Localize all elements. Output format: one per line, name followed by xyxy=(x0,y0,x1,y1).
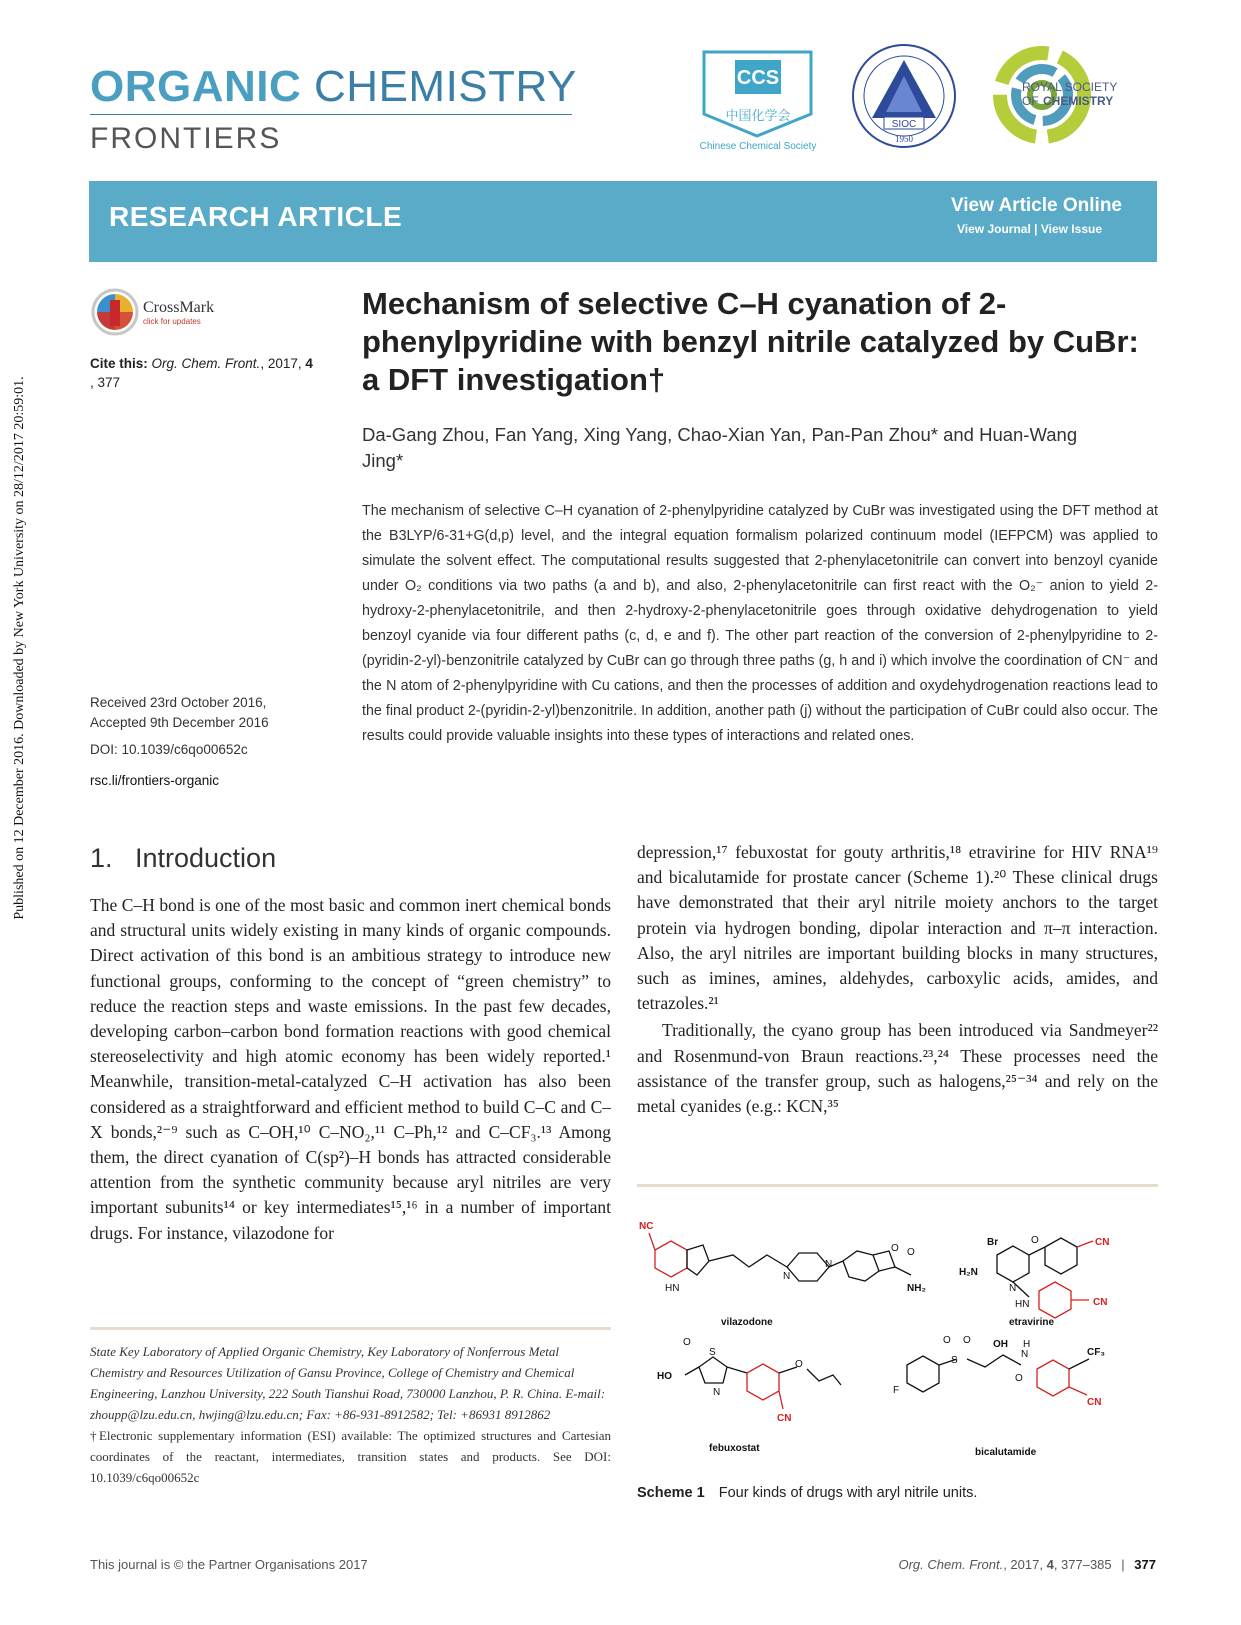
bicalutamide-structure xyxy=(907,1355,1089,1396)
scheme-1-figure xyxy=(637,1195,1158,1480)
febuxostat-isobutyl xyxy=(807,1369,841,1385)
cite-prefix: Cite this: xyxy=(90,356,148,371)
febuxostat-o-label: O xyxy=(795,1359,803,1370)
intro-paragraph-2: Traditionally, the cyano group has been introduced via Sandmeyer²² and Rosenmund-von Braun reactions.²³,²⁴ These processes need the assistance of the transfer group, such as halogens,²⁵⁻³⁴ and rely on the metal cyanides (e.g.: KCN,³⁵ xyxy=(637,1020,1158,1117)
article-banner xyxy=(89,181,1157,262)
bicalutamide-s-label: S xyxy=(951,1355,958,1366)
vilazodone-carbonyl-o-label: O xyxy=(907,1247,915,1258)
section-number: 1. xyxy=(90,843,113,873)
bicalutamide-name: bicalutamide xyxy=(975,1447,1037,1458)
scheme-caption xyxy=(637,1485,977,1501)
bicalutamide-h-label: H xyxy=(1023,1339,1031,1350)
vilazodone-nc-label: NC xyxy=(639,1221,654,1232)
article-abstract: The mechanism of selective C–H cyanation of 2-phenylpyridine catalyzed by CuBr was investigated using the DFT method at the B3LYP/6-31+G(d,p) level, and the integral equation formalism polarized continuum model (IEFPCM) was applied to simulate the solvent effect. The computational results suggested that 2-phenylacetonitrile can convert into benzoyl cyanide under O₂ conditions via two paths (a and b), and also, 2-phenylacetonitrile can first react with the O₂⁻ anion to yield 2-hydroxy-2-phenylacetonitrile, and then 2-hydroxy-2-phenylacetonitrile goes through oxidative dehydrogenation to yield benzoyl cyanide via four different paths (c, d, e and f). The other part reaction of the conversion of 2-phenylpyridine to 2-(pyridin-2-yl)-benzonitrile catalyzed by CuBr can go through three paths (g, h and i) which involve the coordination of CN⁻ and the N atom of 2-phenylpyridine with Cu cations, and then the processes of addition and oxydehydrogenation reactions lead to the final product 2-(pyridin-2-yl)benzonitrile. In addition, another path (j) without the participation of CuBr could also occur. The results could provide valuable insights into these types of interactions and related ones. xyxy=(362,503,1158,744)
etravirine-h2n-label: H₂N xyxy=(959,1267,978,1278)
bicalutamide-ring xyxy=(1037,1360,1069,1396)
etravirine-pyrimidine xyxy=(997,1246,1029,1282)
intro-column-left xyxy=(90,893,611,1246)
febuxostat-structure xyxy=(685,1357,841,1409)
intro-paragraph-continued: depression,¹⁷ febuxostat for gouty arthritis,¹⁸ etravirine for HIV RNA¹⁹ and bicalutamide for prostate cancer (Scheme 1).²⁰ These clinical drugs have demonstrated that their aryl nitrile moiety anchors to the target protein via hydrogen bonding, dipolar interaction and π–π interaction. Also, the aryl nitriles are important building blocks in many structures, such as imines, amines, aldehydes, carboxylic acids, amides, and tetrazoles.²¹ xyxy=(637,842,1158,1014)
footer-volume: 4 xyxy=(1046,1557,1054,1572)
journal-subtitle: FRONTIERS xyxy=(90,122,282,155)
febuxostat-carbonyl-o-label: O xyxy=(683,1337,691,1348)
bicalutamide-cf3-label: CF₃ xyxy=(1087,1347,1105,1358)
etravirine-o-label: O xyxy=(1031,1235,1039,1246)
cite-pages: , 377 xyxy=(90,375,121,390)
vilazodone-n1-label: N xyxy=(783,1271,791,1282)
scheme-caption-label: Scheme 1 xyxy=(637,1485,705,1501)
bicalutamide-cn-bond xyxy=(1069,1387,1087,1395)
journal-title-rule xyxy=(90,114,572,115)
etravirine-cn-top-label: CN xyxy=(1095,1237,1110,1248)
febuxostat-ring xyxy=(747,1364,779,1400)
vilazodone-o-label: O xyxy=(891,1243,899,1254)
intro-paragraph: The C–H bond is one of the most basic and common inert chemical bonds and structural units widely existing in many kinds of organic compounds. Direct activation of this bond is an ambitious strategy to introduce new functional groups, conforming to the concept of “green chemistry” to reduce the reaction steps and waste emissions. In the past few decades, developing carbon–carbon bond formation reactions with good chemical stereoselectivity and high atomic economy has been widely reported.¹ Meanwhile, transition-metal-catalyzed C–H activation has also been considered as a straightforward and efficient method to build C–C and C–X bonds,²⁻⁹ such as C–OH,¹⁰ C–NO₂,¹¹ C–Ph,¹² and C–CF₃.¹³ Among them, the direct cyanation of C(sp²)–H bonds has attracted considerable attention from the synthetic community because aryl nitriles are very important subunits¹⁴ or key intermediates¹⁵,¹⁶ in a number of important drugs. For instance, vilazodone for xyxy=(90,895,611,1243)
section-heading xyxy=(90,843,276,874)
footer-separator: | xyxy=(1121,1557,1125,1572)
vilazodone-nh2-label: NH₂ xyxy=(907,1283,926,1294)
cite-volume: 4 xyxy=(305,356,313,371)
ccs-logo xyxy=(690,38,825,153)
febuxostat-n-label: N xyxy=(713,1387,721,1398)
vilazodone-structure xyxy=(649,1233,911,1281)
rsc-logo-line2: CHEMISTRY xyxy=(1043,94,1114,108)
bicalutamide-cf3-bond xyxy=(1069,1359,1089,1369)
received-date: Received 23rd October 2016, xyxy=(90,695,267,710)
scheme-divider xyxy=(637,1184,1158,1187)
bicalutamide-n-label: N xyxy=(1021,1349,1029,1360)
banner-links xyxy=(957,222,1102,236)
intro-column-right xyxy=(637,840,1158,1119)
vilazodone-pyrrole xyxy=(687,1245,709,1275)
section-title: Introduction xyxy=(135,843,277,873)
cite-journal: Org. Chem. Front. xyxy=(151,356,261,371)
footer-year: , 2017, xyxy=(1003,1557,1047,1572)
etravirine-cn-bond-top xyxy=(1077,1241,1093,1247)
rsc-logo-line1: ROYAL SOCIETY xyxy=(1022,80,1118,94)
bicalutamide-oh-label: OH xyxy=(993,1339,1008,1350)
etravirine-hn-label: HN xyxy=(1015,1299,1030,1310)
cite-year: , 2017, xyxy=(260,356,306,371)
sioc-logo xyxy=(850,42,958,150)
footnotes xyxy=(90,1341,611,1488)
doi[interactable]: DOI: 10.1039/c6qo00652c xyxy=(90,742,248,757)
vilazodone-furan xyxy=(873,1251,895,1271)
footer-citation xyxy=(898,1557,1156,1572)
view-journal-link[interactable]: View Journal xyxy=(956,222,1031,236)
footer-pages: , 377–385 xyxy=(1053,1557,1112,1572)
rsc-logo xyxy=(990,42,1160,148)
febuxostat-cn-label: CN xyxy=(777,1413,792,1424)
scheme-caption-text: Four kinds of drugs with aryl nitrile units. xyxy=(718,1485,978,1501)
view-article-online-link[interactable]: View Article Online xyxy=(950,195,1122,216)
vilazodone-piperazine xyxy=(787,1253,829,1281)
crossmark-icon-bookmark xyxy=(110,300,120,326)
bicalutamide-cn-label: CN xyxy=(1087,1397,1102,1408)
article-type-label: RESEARCH ARTICLE xyxy=(109,201,403,232)
bicalutamide-o2-label: O xyxy=(963,1335,971,1346)
sioc-logo-year: 1950 xyxy=(895,134,913,144)
febuxostat-name: febuxostat xyxy=(709,1443,760,1454)
view-issue-link[interactable]: View Issue xyxy=(1040,222,1102,236)
febuxostat-ho-label: HO xyxy=(657,1371,672,1382)
etravirine-name: etravirine xyxy=(1009,1317,1055,1328)
vilazodone-amide-bond xyxy=(895,1267,911,1275)
journal-link[interactable]: rsc.li/frontiers-organic xyxy=(90,773,220,788)
etravirine-n-label: N xyxy=(1009,1283,1017,1294)
vilazodone-hn-label: HN xyxy=(665,1283,680,1294)
febuxostat-s-label: S xyxy=(709,1347,716,1358)
article-title: Mechanism of selective C–H cyanation of 2-phenylpyridine with benzyl nitrile catalyzed by CuBr: a DFT investigation† xyxy=(362,286,1139,397)
etravirine-br-label: Br xyxy=(987,1237,999,1248)
journal-title xyxy=(90,62,577,112)
crossmark-sublabel[interactable]: click for updates xyxy=(143,317,201,326)
ccs-logo-name: Chinese Chemical Society xyxy=(699,141,817,152)
etravirine-structure xyxy=(997,1238,1093,1318)
bicalutamide-fluoro-ring xyxy=(907,1356,939,1392)
vilazodone-cyano-ring xyxy=(655,1241,687,1277)
crossmark-label[interactable]: CrossMark xyxy=(143,299,215,316)
ccs-logo-text: CCS xyxy=(736,67,780,89)
crossmark-icon[interactable] xyxy=(90,287,140,337)
download-side-note: Published on 12 December 2016. Downloaded by New York University on 28/12/2017 20:59:01. xyxy=(12,376,27,920)
rsc-logo-line2-pre: OF xyxy=(1022,94,1039,108)
sioc-logo-name: SIOC xyxy=(891,119,917,130)
citation-block xyxy=(90,354,350,392)
footnote-esi: †Electronic supplementary information (ESI) available: The optimized structures and Cartesian coordinates of the reactant, intermediates, transition states and products. See DOI: 10.1039/c6qo00652c xyxy=(90,1428,611,1485)
footnote-divider xyxy=(90,1327,611,1330)
etravirine-ether-bond xyxy=(1029,1247,1045,1255)
vilazodone-n2-label: N xyxy=(825,1259,833,1270)
vilazodone-cn-bond xyxy=(649,1233,655,1250)
febuxostat-cn-bond xyxy=(779,1391,783,1409)
febuxostat-acid-bond xyxy=(685,1367,699,1375)
bicalutamide-carbonyl-o-label: O xyxy=(1015,1373,1023,1384)
bicalutamide-o1-label: O xyxy=(943,1335,951,1346)
etravirine-cn-bottom-label: CN xyxy=(1093,1297,1108,1308)
etravirine-ring-bottom xyxy=(1039,1282,1071,1318)
vilazodone-chain xyxy=(709,1255,787,1267)
footer-journal: Org. Chem. Front. xyxy=(898,1557,1004,1572)
bicalutamide-f-label: F xyxy=(893,1385,900,1396)
footer-copyright: This journal is © the Partner Organisations 2017 xyxy=(90,1557,368,1572)
ccs-logo-cn: 中国化学会 xyxy=(725,109,791,124)
page-number: 377 xyxy=(1134,1557,1156,1572)
footnote-affiliation: State Key Laboratory of Applied Organic Chemistry, Key Laboratory of Nonferrous Metal Chemistry and Resources Utilization of Gansu Province, College of Chemistry and Chemical Engineering, Lanzhou University, 222 South Tianshui Road, 730000 Lanzhou, P. R. China. E-mail: zhoupp@lzu.edu.cn, hwjing@lzu.edu.cn; Fax: +86-931-8912582; Tel: +86931 8912862 xyxy=(90,1344,606,1422)
febuxostat-thiazole xyxy=(699,1357,727,1383)
banner-link-separator: | xyxy=(1034,222,1038,236)
journal-title-bold: ORGANIC xyxy=(90,62,302,111)
febuxostat-aryl-bond xyxy=(727,1367,747,1373)
vilazodone-name: vilazodone xyxy=(721,1317,773,1328)
etravirine-ring-top xyxy=(1045,1238,1077,1274)
bicalutamide-backbone xyxy=(967,1355,1021,1367)
journal-title-light: CHEMISTRY xyxy=(314,62,577,111)
accepted-date: Accepted 9th December 2016 xyxy=(90,715,269,730)
article-authors: Da-Gang Zhou, Fan Yang, Xing Yang, Chao-Xian Yan, Pan-Pan Zhou* and Huan-Wang Jing* xyxy=(362,424,1078,471)
